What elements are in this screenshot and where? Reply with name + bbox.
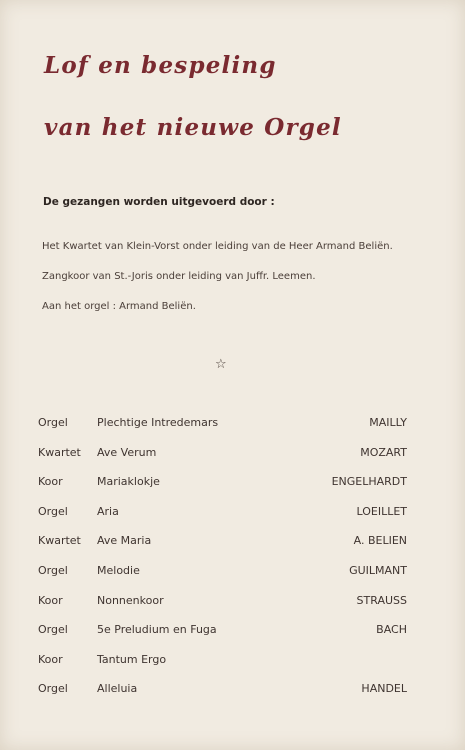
piece: Tantum Ergo xyxy=(97,652,167,666)
piece: Aria xyxy=(97,504,119,518)
programme-row xyxy=(0,472,465,502)
performer: Koor xyxy=(38,475,63,489)
composer: GUILMANT xyxy=(349,563,407,577)
performer: Orgel xyxy=(38,416,68,429)
performer: Kwartet xyxy=(38,445,81,459)
intro-line-choir: Zangkoor van St.-Joris onder leiding van Juffr. Leemen. xyxy=(42,271,316,282)
piece: Ave Maria xyxy=(97,534,152,548)
intro-line-quartet: Het Kwartet van Klein-Vorst onder leiding van de Heer Armand Beliën. xyxy=(42,241,393,252)
programme-row xyxy=(0,591,465,621)
intro-line-organist: Aan het orgel : Armand Beliën. xyxy=(42,301,196,312)
programme-row xyxy=(0,531,465,561)
programme-row xyxy=(0,650,465,680)
programme-row xyxy=(0,561,465,591)
piece: Nonnenkoor xyxy=(97,593,164,607)
performer: Orgel xyxy=(38,682,68,696)
composer: HANDEL xyxy=(361,682,407,696)
intro-heading: De gezangen worden uitgevoerd door : xyxy=(43,196,275,208)
performer: Orgel xyxy=(38,504,68,518)
performer: Koor xyxy=(38,652,63,666)
star-divider-icon: ☆ xyxy=(215,357,227,372)
programme-row xyxy=(0,413,465,443)
page-title-line-2: van het nieuwe Orgel xyxy=(44,114,342,141)
performer: Kwartet xyxy=(38,534,81,548)
programme-row xyxy=(0,620,465,650)
programme-row xyxy=(0,679,465,709)
piece: Alleluia xyxy=(97,682,138,696)
piece: Ave Verum xyxy=(97,445,157,459)
composer: LOEILLET xyxy=(356,504,407,518)
performer: Orgel xyxy=(38,563,68,577)
composer: STRAUSS xyxy=(356,593,407,607)
composer: BACH xyxy=(376,623,407,637)
piece: Plechtige Intredemars xyxy=(97,416,219,429)
composer: MAILLY xyxy=(369,416,407,429)
piece: 5e Preludium en Fuga xyxy=(97,623,217,637)
piece: Melodie xyxy=(97,563,140,577)
performer: Koor xyxy=(38,593,63,607)
programme-row xyxy=(0,502,465,532)
page-title-line-1: Lof en bespeling xyxy=(44,52,277,79)
composer: A. BELIEN xyxy=(353,534,407,548)
piece: Mariaklokje xyxy=(97,475,160,489)
programme-list xyxy=(0,413,465,709)
performer: Orgel xyxy=(38,623,68,637)
composer: MOZART xyxy=(360,445,407,459)
composer: ENGELHARDT xyxy=(331,475,407,489)
programme-row xyxy=(0,443,465,473)
